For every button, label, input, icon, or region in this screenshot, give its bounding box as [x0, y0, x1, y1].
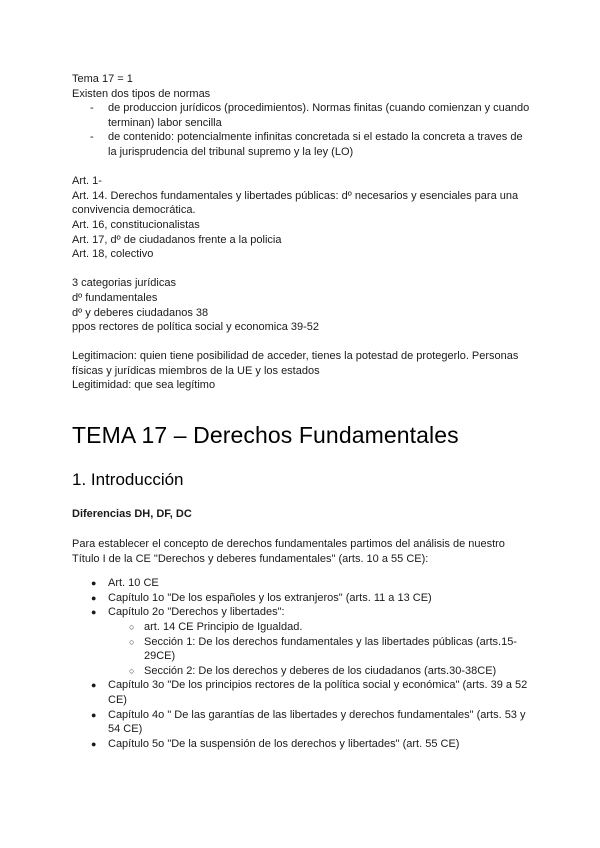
categoria-line: dº fundamentales	[72, 291, 158, 304]
chapter-list	[72, 576, 532, 751]
bullet-text: Capítulo 5o "De la suspensión de los derechos y libertades" (art. 55 CE)	[108, 737, 460, 750]
bullet-text: Art. 10 CE	[108, 577, 159, 590]
bullet-icon: ●	[91, 592, 97, 603]
bullet-icon: ●	[91, 738, 97, 749]
sub-list-item	[72, 664, 532, 679]
legitimidad-text: Legitimidad: que sea legítimo	[72, 379, 216, 392]
tipo-text: de produccion jurídicos (procedimientos). Normas finitas (cuando comienzan y cuando terminan) labor sencilla	[108, 102, 530, 129]
section-title: 1. Introducción	[72, 470, 184, 490]
circle-bullet-icon: ○	[129, 622, 135, 633]
list-item	[72, 605, 532, 678]
bullet-icon: ●	[91, 709, 97, 720]
bullet-text: Capítulo 1o "De los españoles y los extranjeros" (arts. 11 a 13 CE)	[108, 591, 432, 604]
document-title: TEMA 17 – Derechos Fundamentales	[72, 422, 459, 449]
list-item	[72, 130, 532, 159]
tipos-list	[72, 101, 532, 159]
spacer	[72, 160, 532, 175]
subsection-title: Diferencias DH, DF, DC	[72, 508, 192, 521]
articulo-line: Art. 18, colectivo	[72, 248, 154, 261]
list-item	[72, 591, 532, 606]
spacer	[72, 262, 532, 277]
list-item	[72, 678, 532, 707]
articulo-line: Art. 1-	[72, 175, 102, 188]
bullet-icon: ●	[91, 578, 97, 589]
list-item	[72, 708, 532, 737]
list-item	[72, 101, 532, 130]
circle-bullet-icon: ○	[129, 636, 135, 647]
bullet-icon: ●	[91, 680, 97, 691]
articulo-line: Art. 14. Derechos fundamentales y libertades públicas: dº necesarios y esenciales para una convivencia democrática.	[72, 189, 519, 217]
intro-paragraph: Para establecer el concepto de derechos fundamentales partimos del análisis de nuestro Título I de la CE "Derechos y deberes fundamentales" (arts. 10 a 55 CE):	[72, 538, 505, 565]
sub-bullet-text: Sección 2: De los derechos y deberes de los ciudadanos (arts.30-38CE)	[144, 664, 497, 677]
list-item	[72, 576, 532, 591]
circle-bullet-icon: ○	[129, 665, 135, 676]
sub-list-item	[72, 635, 532, 664]
dash-marker: -	[90, 102, 94, 115]
bullet-text: Capítulo 3o "De los principios rectores de la política social y económica" (arts. 39 a 52 CE)	[108, 679, 528, 706]
sub-bullet-text: Sección 1: De los derechos fundamentales y las libertades públicas (arts.15-29CE)	[144, 635, 517, 663]
bullet-text: Capítulo 4o " De las garantías de las libertades y derechos fundamentales" (arts. 53 y 54 CE)	[108, 708, 526, 736]
sub-bullet-text: art. 14 CE Principio de Igualdad.	[144, 621, 303, 634]
notes-tema-line: Tema 17 = 1	[72, 73, 133, 85]
bullet-icon: ●	[91, 607, 97, 618]
sub-list-item	[72, 620, 532, 635]
list-item	[72, 737, 532, 752]
notes-tipos-intro: Existen dos tipos de normas	[72, 87, 211, 100]
categoria-line: 3 categorias jurídicas	[72, 277, 176, 290]
categoria-line: ppos rectores de política social y economica 39-52	[72, 321, 320, 334]
bullet-text: Capítulo 2o "Derechos y libertades":	[108, 606, 285, 619]
dash-marker: -	[90, 131, 94, 144]
spacer	[72, 335, 532, 350]
articulo-line: Art. 16, constitucionalistas	[72, 218, 200, 231]
legitimacion-text: Legitimacion: quien tiene posibilidad de acceder, tienes la potestad de protegerlo. Personas físicas y jurídicas miembros de la UE y los estados	[72, 350, 519, 377]
tipo-text: de contenido: potencialmente infinitas concretada si el estado la concreta a traves de la jurisprudencia del tribunal supremo y la ley (LO)	[108, 131, 523, 158]
document-page	[72, 72, 532, 751]
sub-list	[108, 620, 532, 678]
articulo-line: Art. 17, dº de ciudadanos frente a la policia	[72, 233, 282, 246]
categoria-line: dº y deberes ciudadanos 38	[72, 306, 209, 319]
